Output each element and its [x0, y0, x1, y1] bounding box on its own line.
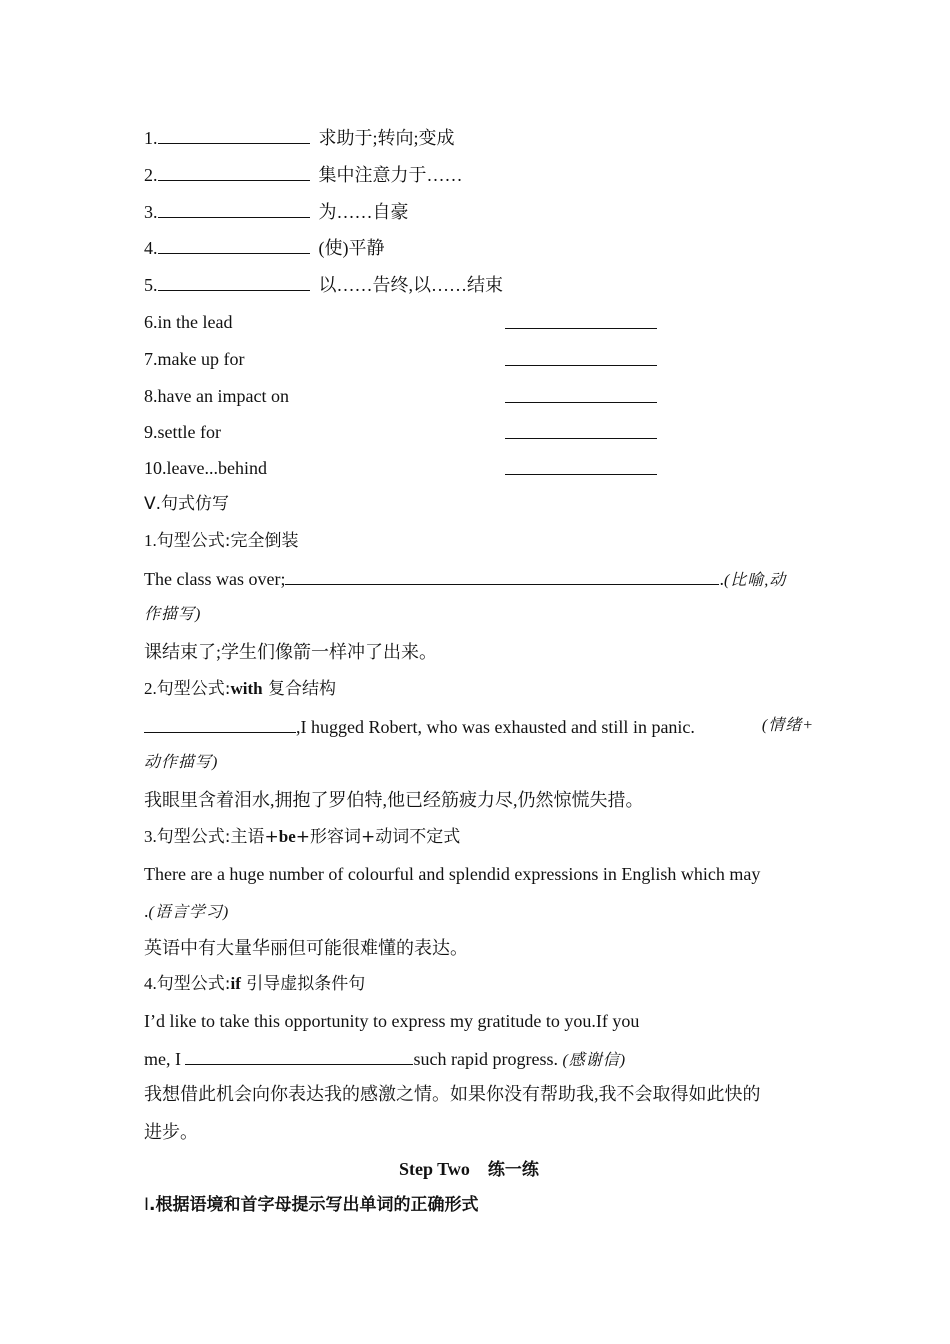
- item-2-formula: 2.句型公式:with 复合结构: [144, 679, 337, 699]
- item-2-translation: 我眼里含着泪水,拥抱了罗伯特,他已经筋疲力尽,仍然惊慌失措。: [144, 790, 644, 810]
- answer-blank[interactable]: [505, 384, 657, 403]
- answer-blank[interactable]: [505, 456, 657, 475]
- answer-blank[interactable]: [158, 125, 310, 144]
- item-2-note: 动作描写): [144, 754, 219, 771]
- answer-blank[interactable]: [505, 310, 657, 329]
- answer-blank[interactable]: [158, 272, 310, 291]
- item-3-sentence-end: .(语言学习): [144, 901, 230, 921]
- phrase-item-1: 1. 求助于;转向;变成: [144, 125, 455, 150]
- phrase-item-6: 6.in the lead: [144, 310, 844, 334]
- step-two-title: Step Two 练一练: [399, 1159, 539, 1180]
- phrase-item-4: 4. (使)平静: [144, 235, 385, 260]
- section-heading-i: Ⅰ.根据语境和首字母提示写出单词的正确形式: [144, 1195, 479, 1215]
- phrase-item-5: 5. 以……告终,以……结束: [144, 272, 503, 297]
- phrase-item-7: 7.make up for: [144, 347, 844, 371]
- answer-blank[interactable]: [158, 199, 310, 218]
- phrase-item-3: 3. 为……自豪: [144, 199, 409, 224]
- item-1-note: 作描写): [144, 606, 202, 623]
- item-3-formula: 3.句型公式:主语+be+形容词+动词不定式: [144, 827, 461, 847]
- phrase-item-9: 9.settle for: [144, 420, 844, 444]
- answer-blank[interactable]: [505, 347, 657, 366]
- answer-blank[interactable]: [158, 235, 310, 254]
- item-4-translation-end: 进步。: [144, 1122, 198, 1142]
- phrase-item-10: 10.leave...behind: [144, 456, 844, 480]
- item-4-sentence-cont: me, I such rapid progress. (感谢信): [144, 1046, 626, 1073]
- answer-blank[interactable]: [144, 714, 296, 733]
- item-1-formula: 1.句型公式:完全倒装: [144, 531, 299, 551]
- answer-blank[interactable]: [505, 420, 657, 439]
- item-4-sentence: I’d like to take this opportunity to express my gratitude to you.If you: [144, 1011, 640, 1031]
- section-heading-v: Ⅴ.句式仿写: [144, 494, 230, 514]
- item-1-translation: 课结束了;学生们像箭一样冲了出来。: [144, 642, 437, 662]
- item-3-sentence: There are a huge number of colourful and splendid expressions in English which may: [144, 864, 761, 884]
- answer-blank[interactable]: [185, 1046, 413, 1065]
- item-4-translation: 我想借此机会向你表达我的感激之情。如果你没有帮助我,我不会取得如此快的: [144, 1084, 761, 1104]
- answer-blank[interactable]: [285, 566, 719, 585]
- item-3-translation: 英语中有大量华丽但可能很难懂的表达。: [144, 938, 468, 958]
- phrase-item-2: 2. 集中注意力于……: [144, 162, 463, 187]
- item-4-formula: 4.句型公式:if 引导虚拟条件句: [144, 974, 366, 994]
- item-2-sentence: ,I hugged Robert, who was exhausted and still in panic. (情绪+: [144, 714, 814, 739]
- answer-blank[interactable]: [158, 162, 310, 181]
- phrase-item-8: 8.have an impact on: [144, 384, 844, 408]
- item-1-sentence: The class was over; .(比喻,动: [144, 566, 786, 593]
